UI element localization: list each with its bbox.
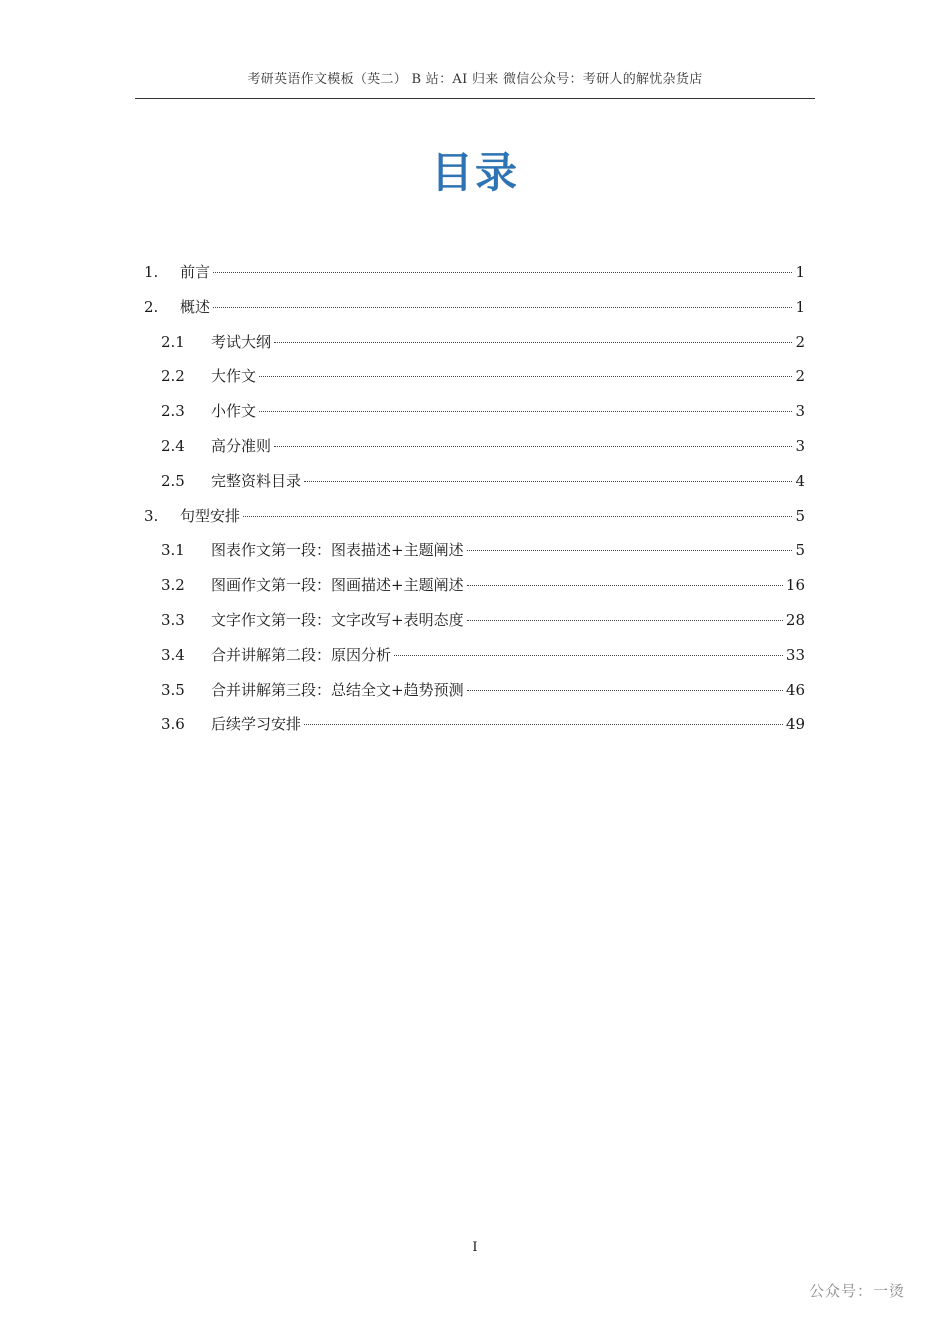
toc-entry[interactable] xyxy=(135,641,805,676)
toc-dot-leader xyxy=(394,655,783,656)
toc-dot-leader xyxy=(467,550,793,551)
toc-entry-number: 2.1 xyxy=(161,332,185,351)
header-divider xyxy=(135,98,815,99)
toc-entry-number: 3.2 xyxy=(161,576,185,595)
toc-entry-page: 2 xyxy=(795,332,805,351)
toc-entry-page: 5 xyxy=(795,541,805,560)
toc-entry[interactable] xyxy=(135,328,805,363)
toc-entry[interactable] xyxy=(135,536,805,571)
toc-entry-title: 文字作文第一段：文字改写+表明态度 xyxy=(211,610,464,629)
toc-entry-number: 2.3 xyxy=(161,402,185,421)
watermark-text: 公众号：一烫 xyxy=(808,1282,905,1300)
toc-entry-page: 16 xyxy=(785,576,805,595)
page-header: 考研英语作文模板（英二） B 站：AI 归来 微信公众号：考研人的解忧杂货店 xyxy=(247,72,703,87)
toc-entry-page: 33 xyxy=(785,645,805,664)
toc-entry-title: 完整资料目录 xyxy=(211,471,302,490)
toc-entry-page: 3 xyxy=(795,402,805,421)
toc-dot-leader xyxy=(259,376,792,377)
toc-entry-number: 3.6 xyxy=(161,715,185,734)
toc-entry-number: 2. xyxy=(144,297,159,316)
toc-entry-page: 28 xyxy=(785,610,805,629)
toc-entry-page: 49 xyxy=(785,715,805,734)
toc-entry-title: 合并讲解第二段：原因分析 xyxy=(211,645,392,664)
toc-entry[interactable] xyxy=(135,606,805,641)
toc-entry-number: 3.5 xyxy=(161,680,185,699)
toc-entry-title: 图画作文第一段：图画描述+主题阐述 xyxy=(211,576,464,595)
toc-entry-title: 合并讲解第三段：总结全文+趋势预测 xyxy=(211,680,464,699)
toc-entry-title: 大作文 xyxy=(211,367,257,386)
toc-entry[interactable] xyxy=(135,362,805,397)
toc-entry-page: 1 xyxy=(795,263,805,281)
toc-entry-number: 3. xyxy=(144,506,159,525)
toc-dot-leader xyxy=(259,411,792,412)
toc-dot-leader xyxy=(274,446,792,447)
toc-entry-title: 小作文 xyxy=(211,402,257,421)
toc-dot-leader xyxy=(467,620,783,621)
toc-entry-number: 3.3 xyxy=(161,610,185,629)
toc-dot-leader xyxy=(243,516,792,517)
toc-entry-number: 2.4 xyxy=(161,436,185,455)
toc-entry-page: 5 xyxy=(795,506,805,525)
toc-entry-number: 1. xyxy=(144,263,159,281)
toc-entry[interactable] xyxy=(135,258,805,293)
toc-entry-number: 3.1 xyxy=(161,541,185,560)
toc-entry-title: 高分准则 xyxy=(211,436,272,455)
toc-entry[interactable] xyxy=(135,710,805,745)
toc-dot-leader xyxy=(467,585,783,586)
toc-dot-leader xyxy=(304,481,792,482)
toc-entry-page: 2 xyxy=(795,367,805,386)
toc-dot-leader xyxy=(274,342,792,343)
toc-dot-leader xyxy=(467,690,783,691)
toc-entry[interactable] xyxy=(135,502,805,537)
toc-entry-title: 后续学习安排 xyxy=(211,715,302,734)
page-title: 目录 xyxy=(430,148,519,197)
toc-entry-number: 3.4 xyxy=(161,645,185,664)
toc-entry-page: 46 xyxy=(785,680,805,699)
toc-entry-title: 句型安排 xyxy=(180,506,241,525)
toc-entry-number: 2.2 xyxy=(161,367,185,386)
toc-entry-title: 考试大纲 xyxy=(211,332,272,351)
table-of-contents xyxy=(135,258,805,745)
toc-entry-page: 3 xyxy=(795,436,805,455)
toc-entry-page: 4 xyxy=(795,471,805,490)
toc-dot-leader xyxy=(213,307,792,308)
toc-dot-leader xyxy=(213,272,792,273)
toc-entry[interactable] xyxy=(135,293,805,328)
toc-entry-title: 前言 xyxy=(180,263,211,281)
toc-entry[interactable] xyxy=(135,467,805,502)
toc-entry-page: 1 xyxy=(795,297,805,316)
toc-dot-leader xyxy=(304,724,783,725)
page-number: I xyxy=(472,1240,478,1255)
toc-entry[interactable] xyxy=(135,571,805,606)
toc-entry[interactable] xyxy=(135,432,805,467)
toc-entry[interactable] xyxy=(135,397,805,432)
toc-entry-title: 概述 xyxy=(180,297,211,316)
toc-entry-number: 2.5 xyxy=(161,471,185,490)
toc-entry[interactable] xyxy=(135,676,805,711)
toc-entry-title: 图表作文第一段：图表描述+主题阐述 xyxy=(211,541,464,560)
